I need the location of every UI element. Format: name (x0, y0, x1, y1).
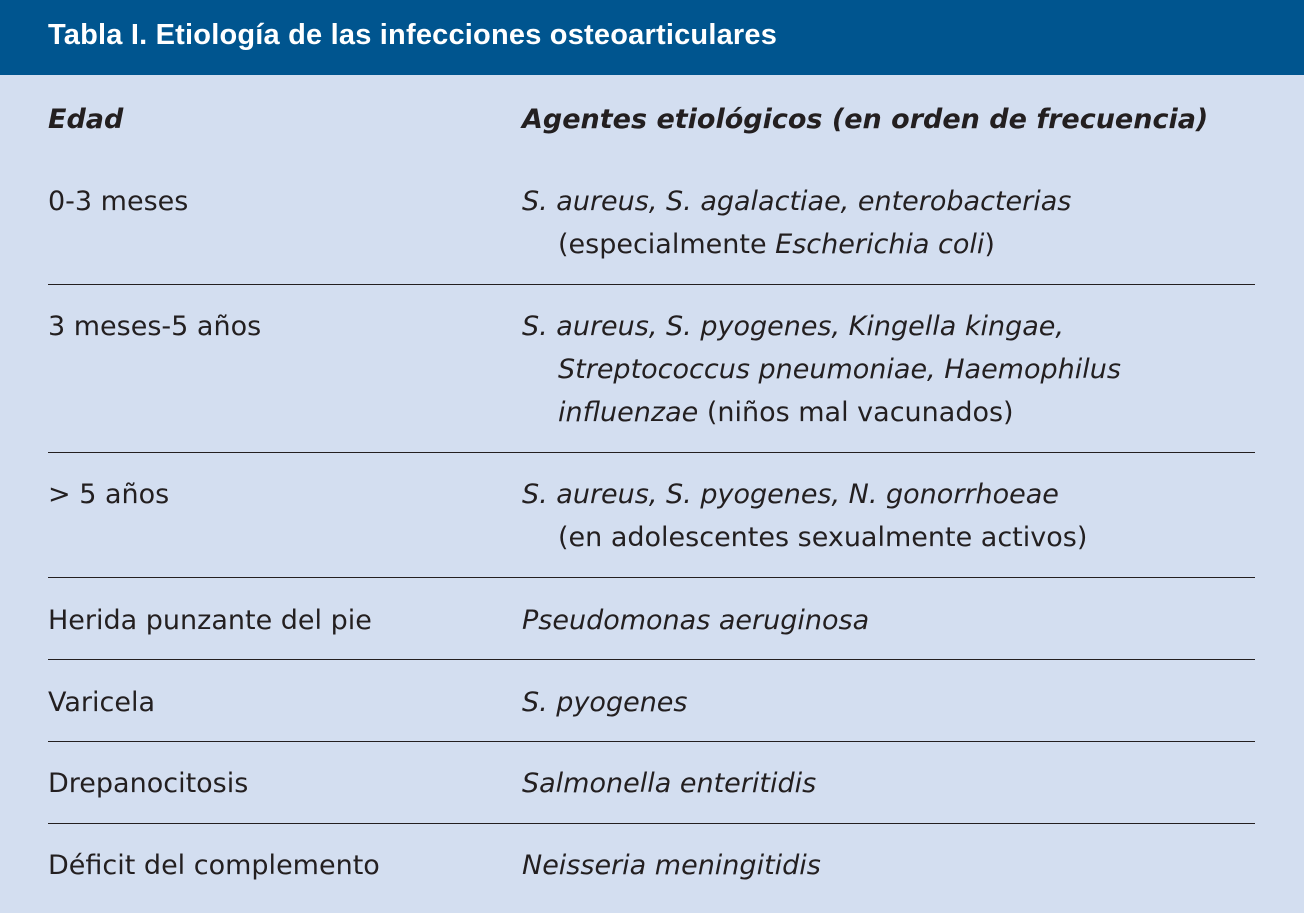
agent-text-italic: Escherichia coli (775, 229, 985, 260)
age-cell: Varicela (48, 687, 156, 718)
agent-cell (522, 762, 1242, 805)
column-header-agentes: Agentes etiológicos (en orden de frecuencia) (522, 104, 1209, 135)
agent-line: (en adolescentes sexualmente activos) (558, 522, 1088, 553)
agent-line (522, 391, 1242, 434)
table-title-bar (0, 0, 1304, 75)
row-divider (48, 577, 1255, 578)
age-cell: 0-3 meses (48, 186, 189, 217)
agent-cell (522, 599, 1242, 642)
row-divider (48, 452, 1255, 453)
agent-cell (522, 844, 1242, 887)
age-cell: 3 meses-5 años (48, 311, 262, 342)
agent-line: Salmonella enteritidis (522, 768, 817, 799)
agent-line: Pseudomonas aeruginosa (522, 605, 870, 636)
agent-cell (522, 681, 1242, 724)
agent-cell (522, 180, 1242, 266)
row-divider (48, 659, 1255, 660)
row-divider (48, 741, 1255, 742)
table-title: Tabla I. Etiología de las infecciones osteoarticulares (48, 19, 778, 51)
row-divider (48, 823, 1255, 824)
agent-cell (522, 473, 1242, 559)
agent-text: (niños mal vacunados) (698, 397, 1014, 428)
age-cell: Déficit del complemento (48, 850, 380, 881)
age-cell: Drepanocitosis (48, 768, 249, 799)
agent-text: ) (984, 229, 995, 260)
age-cell: Herida punzante del pie (48, 605, 372, 636)
agent-line: Streptococcus pneumoniae, Haemophilus (558, 354, 1121, 385)
agent-line: S. aureus, S. agalactiae, enterobacterias (522, 186, 1072, 217)
agent-text-italic: influenzae (558, 397, 699, 428)
row-divider (48, 284, 1255, 285)
agent-line (522, 223, 1242, 266)
agent-cell (522, 305, 1242, 434)
column-header-edad: Edad (48, 104, 124, 135)
agent-line: S. pyogenes (522, 687, 688, 718)
agent-line: Neisseria meningitidis (522, 850, 821, 881)
agent-line: S. aureus, S. pyogenes, N. gonorrhoeae (522, 479, 1059, 510)
agent-text: (especialmente (558, 229, 776, 260)
age-cell: > 5 años (48, 479, 170, 510)
agent-line: S. aureus, S. pyogenes, Kingella kingae, (522, 311, 1064, 342)
